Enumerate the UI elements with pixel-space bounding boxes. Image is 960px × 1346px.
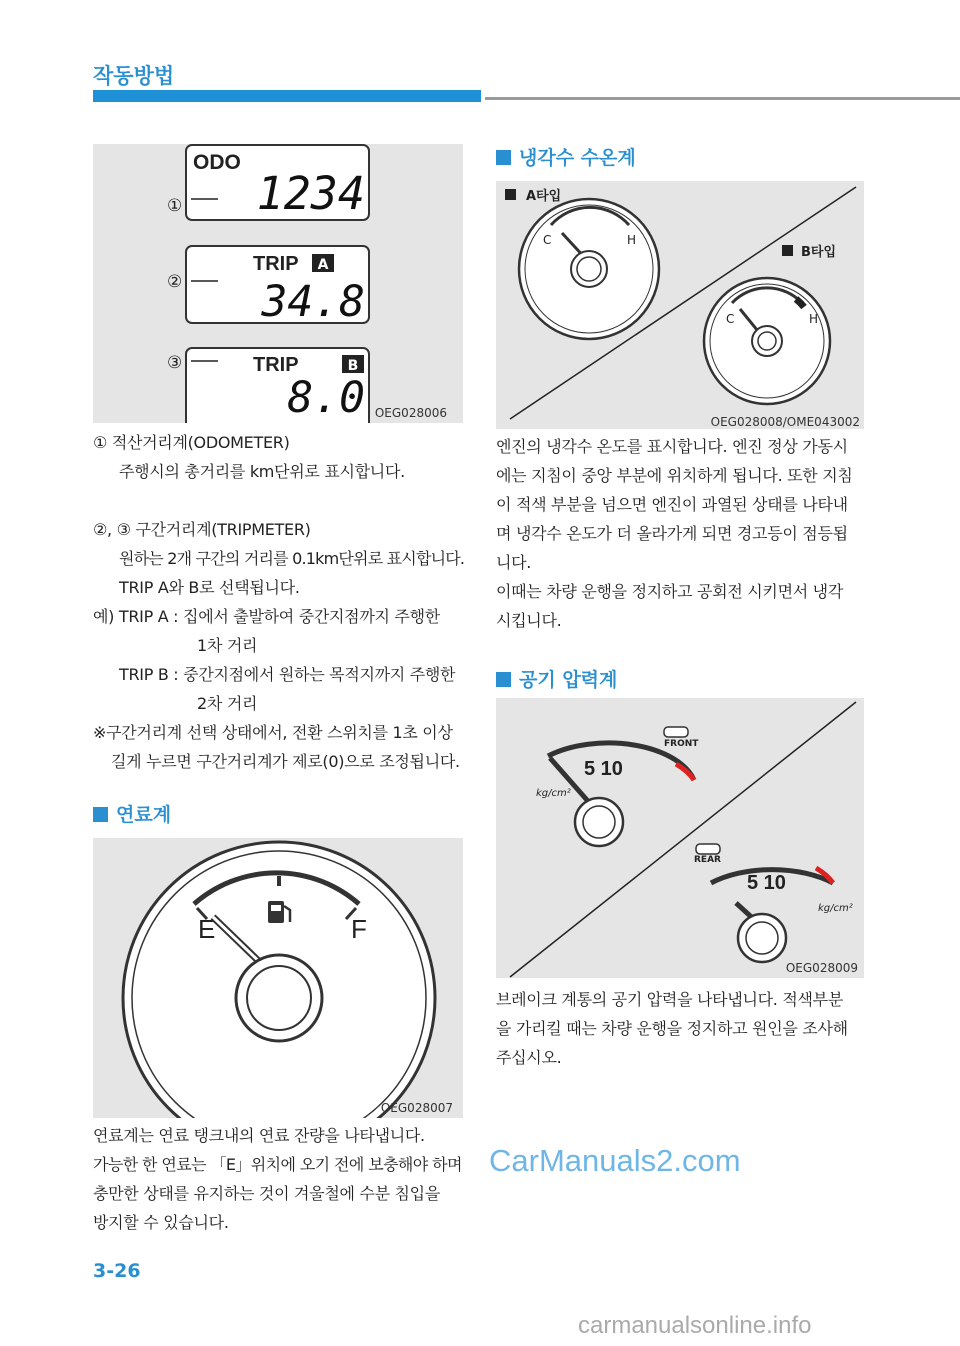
trip-a-badge: A (317, 257, 329, 273)
text-line: 원하는 2개 구간의 거리를 0.1km단위로 표시합니다. (119, 549, 465, 568)
text-line: 연료계는 연료 탱크내의 연료 잔량을 나타냅니다. (93, 1126, 425, 1145)
fuel-empty-label: E (198, 914, 216, 944)
odo-label: ODO (193, 151, 241, 174)
fuel-gauge-illustration (93, 838, 463, 1118)
coolant-hot-label-b: H (809, 312, 819, 326)
scale-rear: 5 10 (747, 872, 786, 894)
fuel-description (93, 1121, 465, 1237)
coolant-hot-label-a: H (627, 233, 637, 247)
text-line: 을 가리킬 때는 차량 운행을 정지하고 원인을 조사해 (496, 1019, 848, 1038)
header-rule-accent (93, 90, 481, 102)
fuel-full-label: F (351, 914, 367, 944)
heading-square-icon (496, 150, 511, 165)
scale-front: 5 10 (584, 758, 623, 780)
rear-tank-icon (696, 844, 720, 854)
coolant-cold-label-a: C (543, 233, 552, 247)
text-line: ②, ③ 구간거리계(TRIPMETER) (93, 520, 311, 539)
odometer-illustration (93, 144, 463, 423)
figure-code: OEG028007 (380, 1101, 453, 1115)
text-line: TRIP B : 중간지점에서 원하는 목적지까지 주행한 (119, 665, 456, 684)
text-line: 가능한 한 연료는 「E」위치에 오기 전에 보충해야 하며 (93, 1155, 462, 1174)
text-line: 니다. (496, 553, 532, 572)
text-line: 주십시오. (496, 1048, 562, 1067)
odometer-figure (93, 144, 463, 423)
text-line: 충만한 상태를 유지하는 것이 겨울철에 수분 침입을 (93, 1184, 440, 1203)
text-line: 방지할 수 있습니다. (93, 1213, 229, 1232)
text-line: 주행시의 총거리를 km단위로 표시합니다. (119, 462, 405, 481)
odometer-description (93, 428, 465, 776)
coolant-gauge-figure (496, 181, 864, 429)
air-pressure-figure (496, 698, 864, 978)
text-line: 1차 거리 (197, 636, 258, 655)
text-line: ① 적산거리계(ODOMETER) (93, 433, 290, 452)
page-number: 3-26 (93, 1260, 141, 1282)
odo-value: 1234 (256, 167, 365, 220)
marker-2: ② (167, 272, 183, 292)
text-line: 예) TRIP A : 집에서 출발하여 중간지점까지 주행한 (93, 607, 440, 626)
text-line: 에는 지침이 중앙 부분에 위치하게 됩니다. 또한 지침 (496, 466, 853, 485)
header-rule (485, 97, 960, 100)
text-line: 시킵니다. (496, 611, 562, 630)
front-label: FRONT (664, 739, 699, 749)
text-line: ※구간거리계 선택 상태에서, 전환 스위치를 1초 이상 (93, 723, 453, 742)
fuel-heading: 연료계 (93, 800, 171, 827)
unit-rear: kg/cm² (818, 903, 853, 914)
figure-code: OEG028009 (785, 961, 858, 975)
heading-square-icon (496, 672, 511, 687)
coolant-gauge-illustration (496, 181, 864, 429)
text-line: 브레이크 계통의 공기 압력을 나타냅니다. 적색부분 (496, 990, 843, 1009)
front-tank-icon (664, 727, 688, 737)
marker-1: ① (167, 196, 183, 216)
rear-label: REAR (694, 855, 721, 865)
text-line: 며 냉각수 온도가 더 올라가게 되면 경고등이 점등됩 (496, 524, 848, 543)
air-pressure-heading: 공기 압력계 (496, 665, 617, 692)
trip-b-badge: B (347, 358, 359, 374)
watermark: CarManuals2.com (489, 1143, 741, 1178)
unit-front: kg/cm² (536, 788, 571, 799)
type-a-label: A타입 (526, 189, 562, 204)
trip-a-label: TRIP (253, 253, 299, 275)
section-title: 작동방법 (93, 64, 175, 88)
figure-code: OEG028006 (374, 406, 447, 420)
coolant-heading: 냉각수 수온계 (496, 143, 636, 170)
type-b-label: B타입 (801, 245, 837, 260)
text-line: TRIP A와 B로 선택됩니다. (119, 578, 300, 597)
trip-a-value: 34.8 (261, 277, 365, 327)
trip-b-value: 8.0 (287, 373, 365, 423)
text-line: 엔진의 냉각수 온도를 표시합니다. 엔진 정상 가동시 (496, 437, 848, 456)
text-line: 이 적색 부분을 넘으면 엔진이 과열된 상태를 나타내 (496, 495, 848, 514)
marker-3: ③ (167, 353, 183, 373)
text-line: 길게 누르면 구간거리계가 제로(0)으로 조정됩니다. (111, 752, 460, 771)
coolant-cold-label-b: C (726, 312, 735, 326)
air-pressure-illustration (496, 698, 864, 978)
text-line: 이때는 차량 운행을 정지하고 공회전 시키면서 냉각 (496, 582, 843, 601)
watermark: carmanualsonline.info (578, 1312, 812, 1339)
coolant-description (496, 432, 868, 635)
text-line: 2차 거리 (197, 694, 258, 713)
air-pressure-description (496, 985, 868, 1072)
trip-b-label: TRIP (253, 354, 299, 376)
figure-code: OEG028008/OME043002 (710, 415, 860, 429)
fuel-gauge-figure (93, 838, 463, 1118)
heading-square-icon (93, 807, 108, 822)
